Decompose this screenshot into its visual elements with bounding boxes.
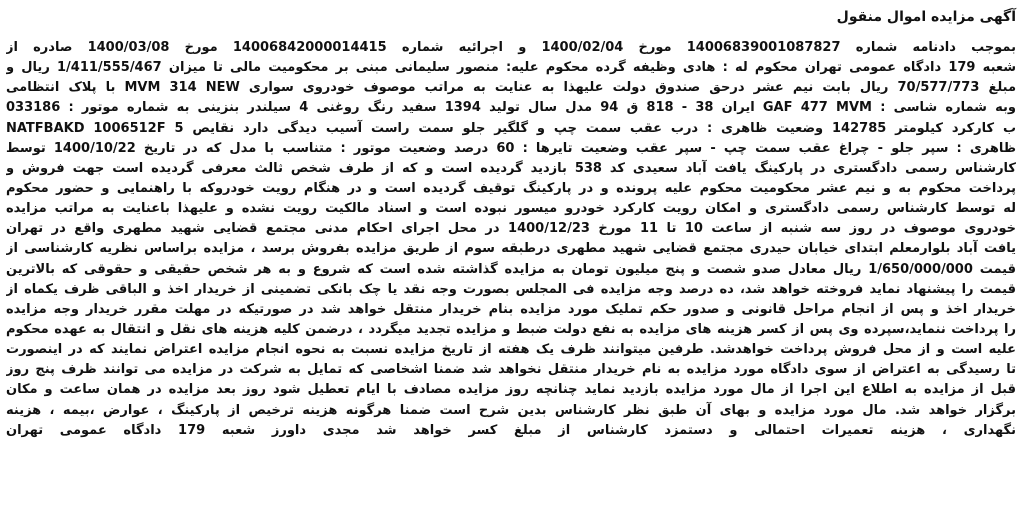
notice-line-12: قیمت 1/650/000/000 ریال معادل صدو شصت و پنج میلیون تومان به مزایده گذاشته شده است که شروع و به هر شخص حقیقی و حقوقی که بالاترین	[6, 261, 1016, 277]
auction-notice	[6, 6, 1016, 441]
notice-title: آگهی مزایده اموال منقول	[836, 9, 1016, 25]
notice-line-1: بموجب دادنامه شماره 14006839001087827 مورخ 1400/02/04 و اجرائیه شماره 14006842000014415 مورخ 1400/03/08 صادره از	[6, 40, 1016, 55]
notice-line-10: خودروی موصوف در روز سه شنبه از ساعت 10 تا 11 مورخ 1400/12/23 در محل اجرای احکام مدنی مجتمع قضایی شهید مطهری واقع در تهران	[6, 221, 1016, 237]
notice-line-15: را پرداخت ننماید،سپرده وی پس از کسر هزینه های مزایده به نفع دولت ضبط و مزایده تجدید میگردد ، درضمن کلیه هزینه های نقل و انتقال به عهده محکوم	[6, 321, 1016, 337]
notice-line-3: مبلغ 70/577/773 ریال بابت نیم عشر درحق صندوق دولت علیهذا به عنایت به مراتب موصوف خودروی سواری MVM 314 NEW با پلاک انتظامی	[6, 80, 1016, 96]
notice-line-18: قبل از مزایده به اطلاع این اجرا از مال مورد مزایده بازدید نماید چنانچه روز مزایده مصادف با ایام تعطیل شود روز بعد مزایده در همان ساعت و مکان	[6, 382, 1016, 398]
notice-line-6: ظاهری : سپر جلو - چراغ عقب سمت چپ - سپر عقب وضعیت تایرها : 60 درصد وضعیت موتور : متناسب با مدل که در تاریخ 1400/10/22 توسط	[6, 140, 1016, 156]
notice-line-2: شعبه 179 دادگاه عمومی تهران محکوم له : هادی وظیفه گرده محکوم علیه: منصور سلیمانی مبنی بر محکومیت مالی تا میزان 1/411/555/467 ریال و	[6, 60, 1016, 76]
notice-line-9: له توسط کارشناس رسمی دادگستری و امکان رویت کارکرد خودرو میسور نبوده است و اسناد مالکیت رویت نشده و علیهذا باعنایت به مراتب مزایده	[6, 201, 1016, 217]
notice-line-20: نگهداری ، هزینه تعمیرات احتمالی و دستمزد کارشناس از مبلغ کسر خواهد شد مجدی داورز شعبه 179 دادگاه عمومی تهران	[6, 422, 1016, 438]
notice-line-17: تا رسیدگی به اعتراض از سوی دادگاه مورد مزایده به نام خریدار منتقل نخواهد شد ضمنا اشخاصی که تمایل به شرکت در مزایده می توانند ظرف پنج روز	[6, 362, 1016, 378]
notice-line-16: علیه است و از محل فروش پرداخت خواهدشد. طرفین میتوانند ظرف یک هفته از تاریخ مزایده نسبت به نحوه انجام مزایده اعتراض نمایند که در اینصورت	[6, 342, 1016, 358]
notice-line-19: برگزار خواهد شد. مال مورد مزایده و بهای آن طبق نظر کارشناس بدین شرح است ضمنا هرگونه هزینه ترخیص از پارکینگ ، عوارض ،بیمه ، هزینه	[6, 402, 1016, 418]
notice-line-14: خریدار اخذ و پس از انجام مراحل قانونی و صدور حکم تملیک مورد مزایده بنام خریدار منتقل خواهد شد در صورتیکه در مهلت مقرر خریدار وجه مزایده	[6, 301, 1016, 317]
notice-line-4: وبه شماره شاسی : GAF 477 MVM ایران 38 - 818 ق 94 مدل سال تولید 1394 سفید رنگ روغنی 4 سیلندر بنزینی به شماره موتور : 033186	[6, 100, 1016, 116]
notice-line-7: کارشناس رسمی دادگستری در پارکینگ یافت آباد سعیدی کد 538 بازدید گردیده است و که از طرف شخص ثالث معرفی گردیده است جهت فروش و	[6, 160, 1016, 176]
notice-line-11: یافت آباد بلوارمعلم ابتدای خیابان حیدری مجتمع قضایی شهید مطهری درطبقه سوم از طریق مزایده بفروش برسد ، مزایده براساس نظریه کارشناسی از	[6, 241, 1016, 257]
notice-line-8: پرداخت محکوم به و نیم عشر محکومیت محکوم علیه پرونده و در پارکینگ توقیف گردیده است و در هنگام رویت خودروکه با راهنمایی و حضور محکوم	[6, 180, 1016, 196]
notice-line-13: قیمت را پیشنهاد نماید فروخته خواهد شد، ده درصد وجه مزایده فی المجلس بصورت وجه نقد یا چک بانکی تضمینی از خریدار اخذ و الباقی ظرف یکماه از	[6, 281, 1016, 297]
notice-body	[6, 38, 1016, 441]
notice-line-5: ب کارکرد کیلومتر 142785 وضعیت ظاهری : درب عقب سمت چپ و گلگیر جلو سمت راست آسیب دیدگی دارد نقایص NATFBAKD 1006512F 5	[6, 120, 1016, 136]
